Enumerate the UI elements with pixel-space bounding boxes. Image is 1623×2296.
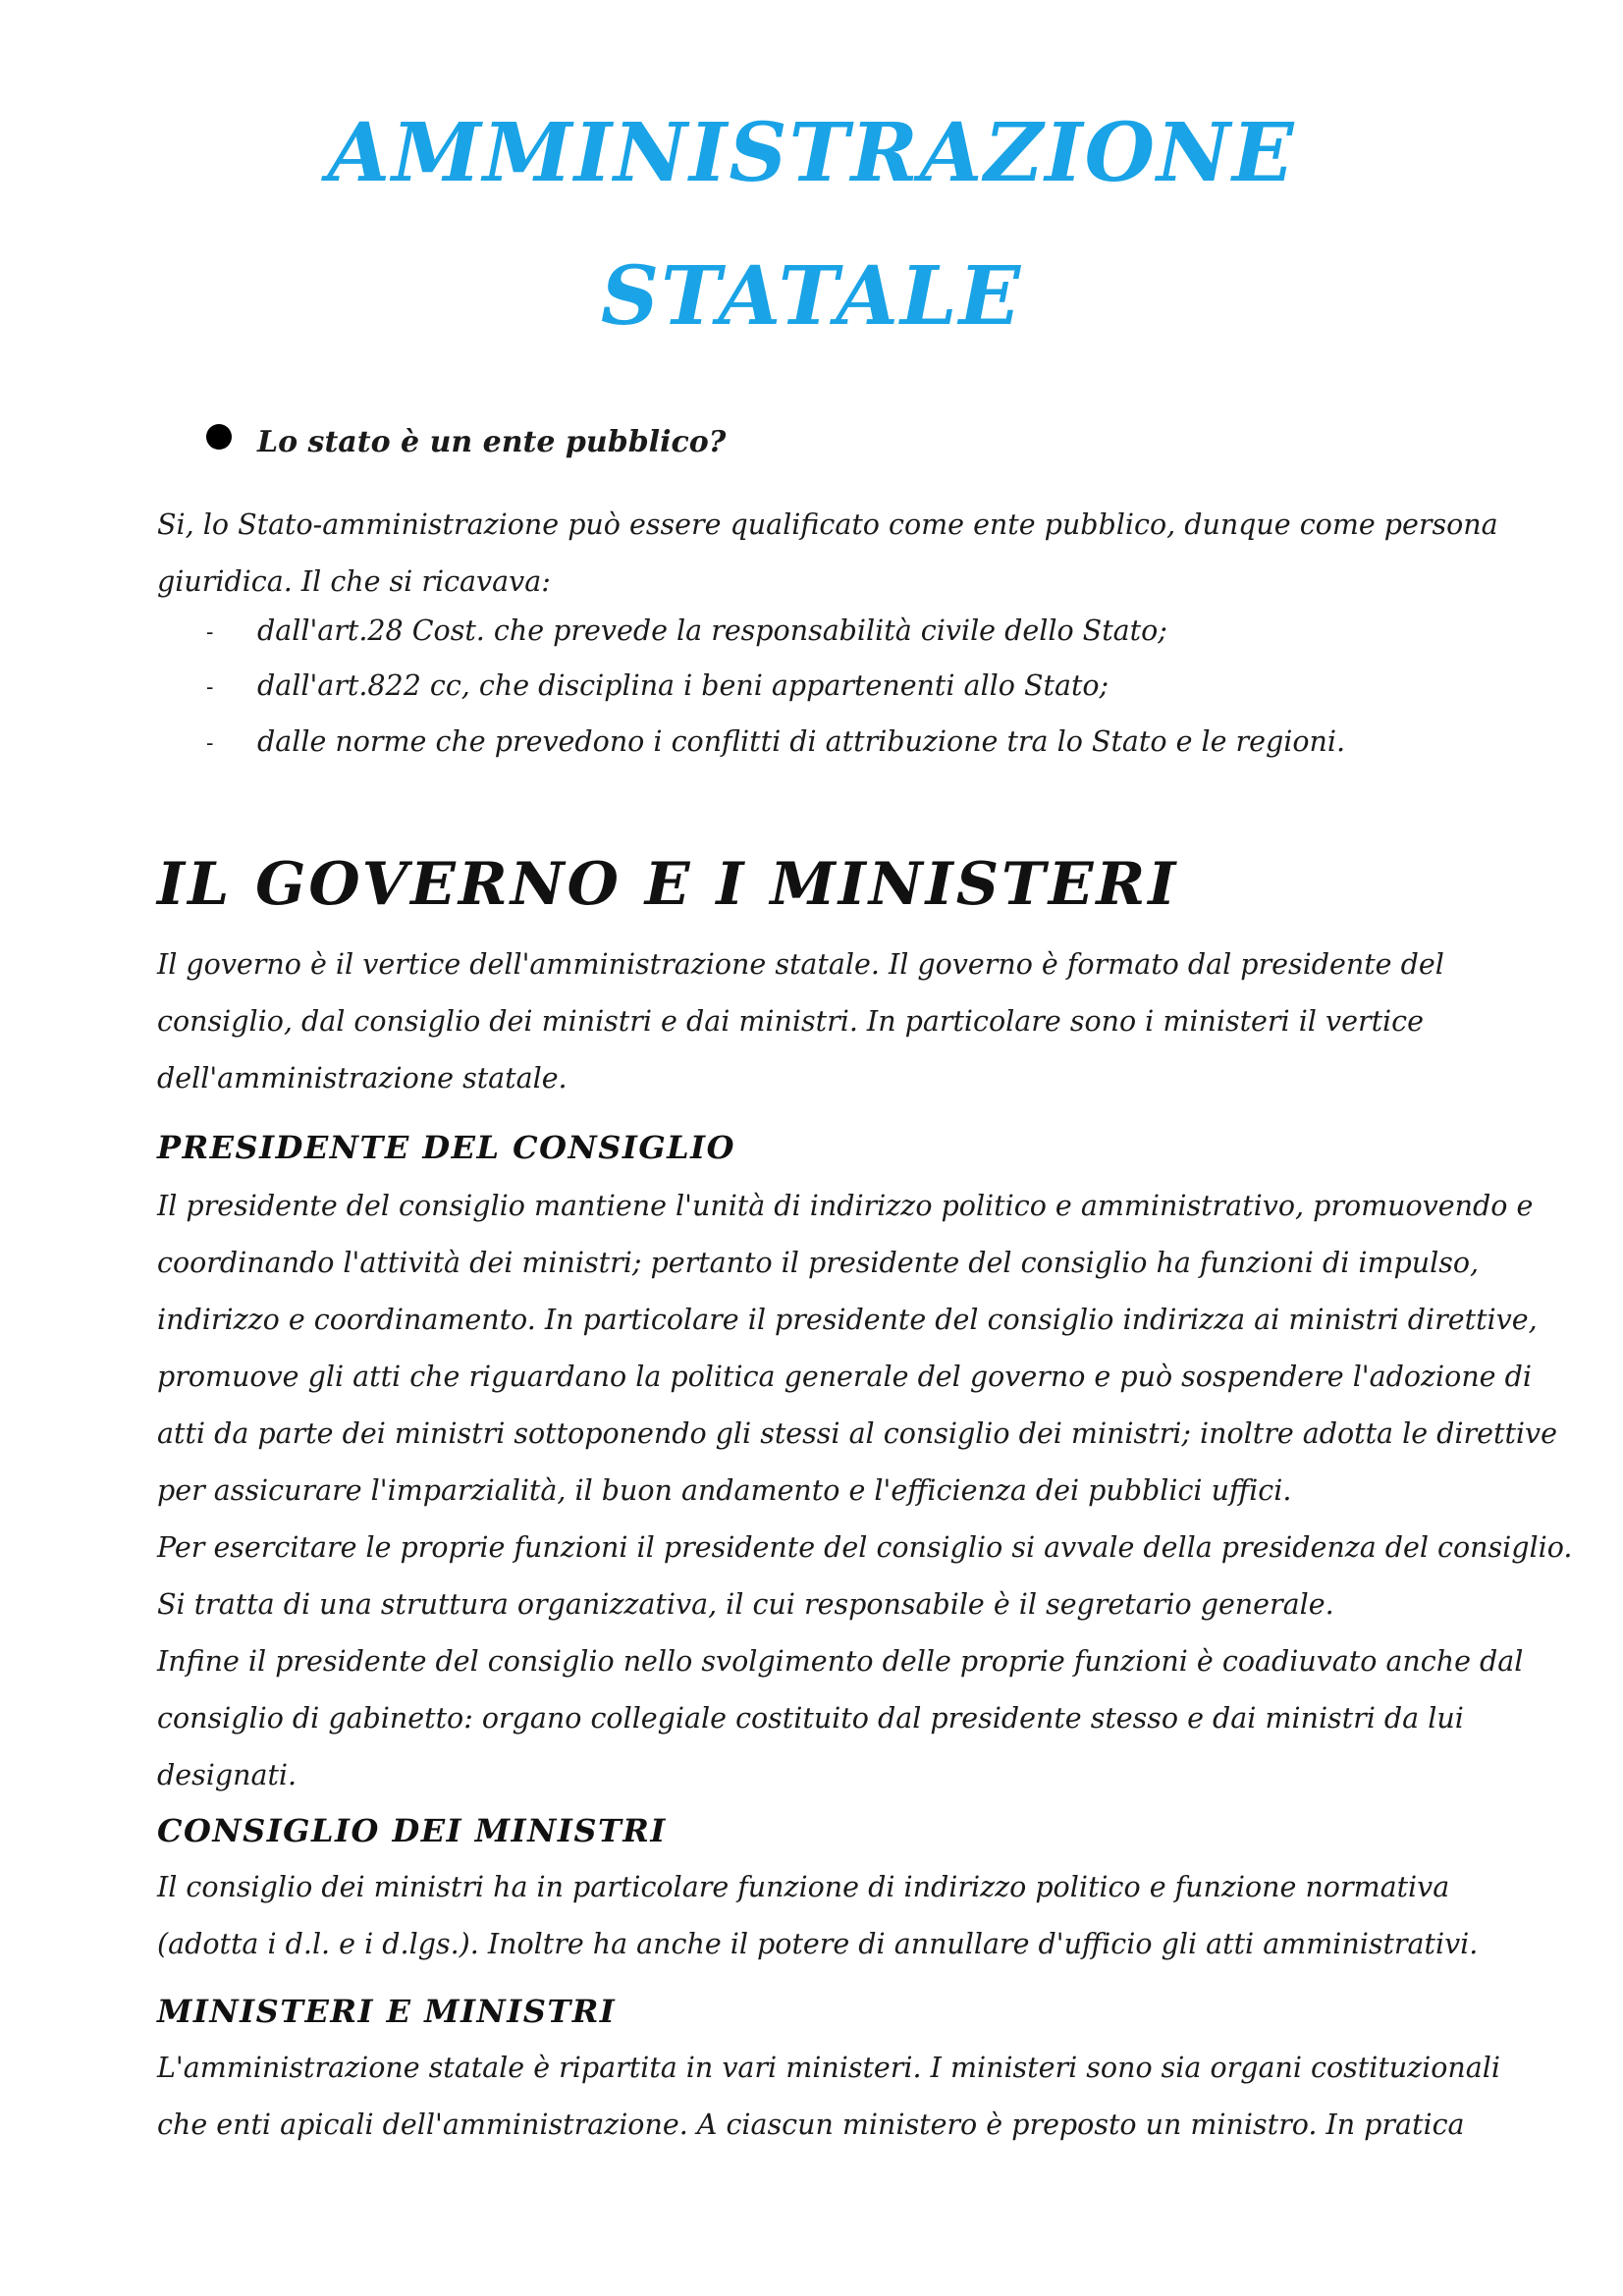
governo-paragraph xyxy=(157,936,1473,1107)
section-heading: IL GOVERNO E I MINISTERI xyxy=(157,850,1179,919)
dash-icon: - xyxy=(206,675,214,700)
text-line: Il presidente del consiglio mantiene l'unità di indirizzo politico e amministrativo, promuovendo e xyxy=(157,1190,1534,1222)
title-line-1: AMMINISTRAZIONE xyxy=(327,106,1296,200)
text-line: (adotta i d.l. e i d.lgs.). Inoltre ha anche il potere di annullare d'ufficio gli atti amministrativi. xyxy=(157,1928,1479,1960)
text-line: Si tratta di una struttura organizzativa, il cui responsabile è il segretario generale. xyxy=(157,1588,1334,1621)
text-line: atti da parte dei ministri sottoponendo gli stessi al consiglio dei ministri; inoltre adotta le direttive xyxy=(157,1417,1557,1450)
text-line: L'amministrazione statale è ripartita in vari ministeri. I ministeri sono sia organi costituzionali xyxy=(157,2052,1500,2084)
text-line: Infine il presidente del consiglio nello svolgimento delle proprie funzioni è coadiuvato anche dal xyxy=(157,1645,1524,1678)
consiglio-heading: CONSIGLIO DEI MINISTRI xyxy=(157,1812,667,1849)
text-line: consiglio, dal consiglio dei ministri e dai ministri. In particolare sono i ministeri il vertice xyxy=(157,1005,1424,1038)
question-text: Lo stato è un ente pubblico? xyxy=(257,425,727,459)
consiglio-paragraph xyxy=(157,1859,1479,1973)
text-line: Per esercitare le proprie funzioni il presidente del consiglio si avvale della presidenza del consiglio. xyxy=(157,1531,1573,1564)
ministeri-heading: MINISTERI E MINISTRI xyxy=(157,1993,617,2030)
text-line: dell'amministrazione statale. xyxy=(157,1062,568,1095)
list-item-text: dall'art.28 Cost. che prevede la responsabilità civile dello Stato; xyxy=(257,614,1167,647)
ministeri-paragraph xyxy=(157,2040,1500,2154)
intro-paragraph xyxy=(157,497,1498,611)
list-item-text: dall'art.822 cc, che disciplina i beni appartenenti allo Stato; xyxy=(257,669,1109,702)
text-line: per assicurare l'imparzialità, il buon andamento e l'efficienza dei pubblici uffici. xyxy=(157,1474,1292,1507)
text-line: Il consiglio dei ministri ha in particolare funzione di indirizzo politico e funzione normativa xyxy=(157,1871,1450,1903)
title-line-2: STATALE xyxy=(600,249,1023,344)
dash-icon: - xyxy=(206,731,214,756)
text-line: consiglio di gabinetto: organo collegiale costituito dal presidente stesso e dai ministri da lui xyxy=(157,1702,1464,1735)
text-line: coordinando l'attività dei ministri; pertanto il presidente del consiglio ha funzioni di impulso, xyxy=(157,1247,1480,1279)
text-line: che enti apicali dell'amministrazione. A ciascun ministero è preposto un ministro. In pratica xyxy=(157,2109,1465,2141)
intro-line: giuridica. Il che si ricavava: xyxy=(157,565,551,598)
dash-icon: - xyxy=(206,620,214,645)
text-line: designati. xyxy=(157,1759,298,1791)
text-line: Il governo è il vertice dell'amministrazione statale. Il governo è formato dal presidente del xyxy=(157,948,1444,981)
list-item-text: dalle norme che prevedono i conflitti di attribuzione tra lo Stato e le regioni. xyxy=(257,725,1346,758)
presidente-heading: PRESIDENTE DEL CONSIGLIO xyxy=(157,1129,735,1166)
bullet-icon xyxy=(206,424,232,450)
text-line: indirizzo e coordinamento. In particolare il presidente del consiglio indirizza ai ministri direttive, xyxy=(157,1304,1538,1336)
intro-line: Si, lo Stato-amministrazione può essere qualificato come ente pubblico, dunque come persona xyxy=(157,508,1498,541)
text-line: promuove gli atti che riguardano la politica generale del governo e può sospendere l'adozione di xyxy=(157,1361,1532,1393)
presidente-paragraph xyxy=(157,1178,1573,1804)
